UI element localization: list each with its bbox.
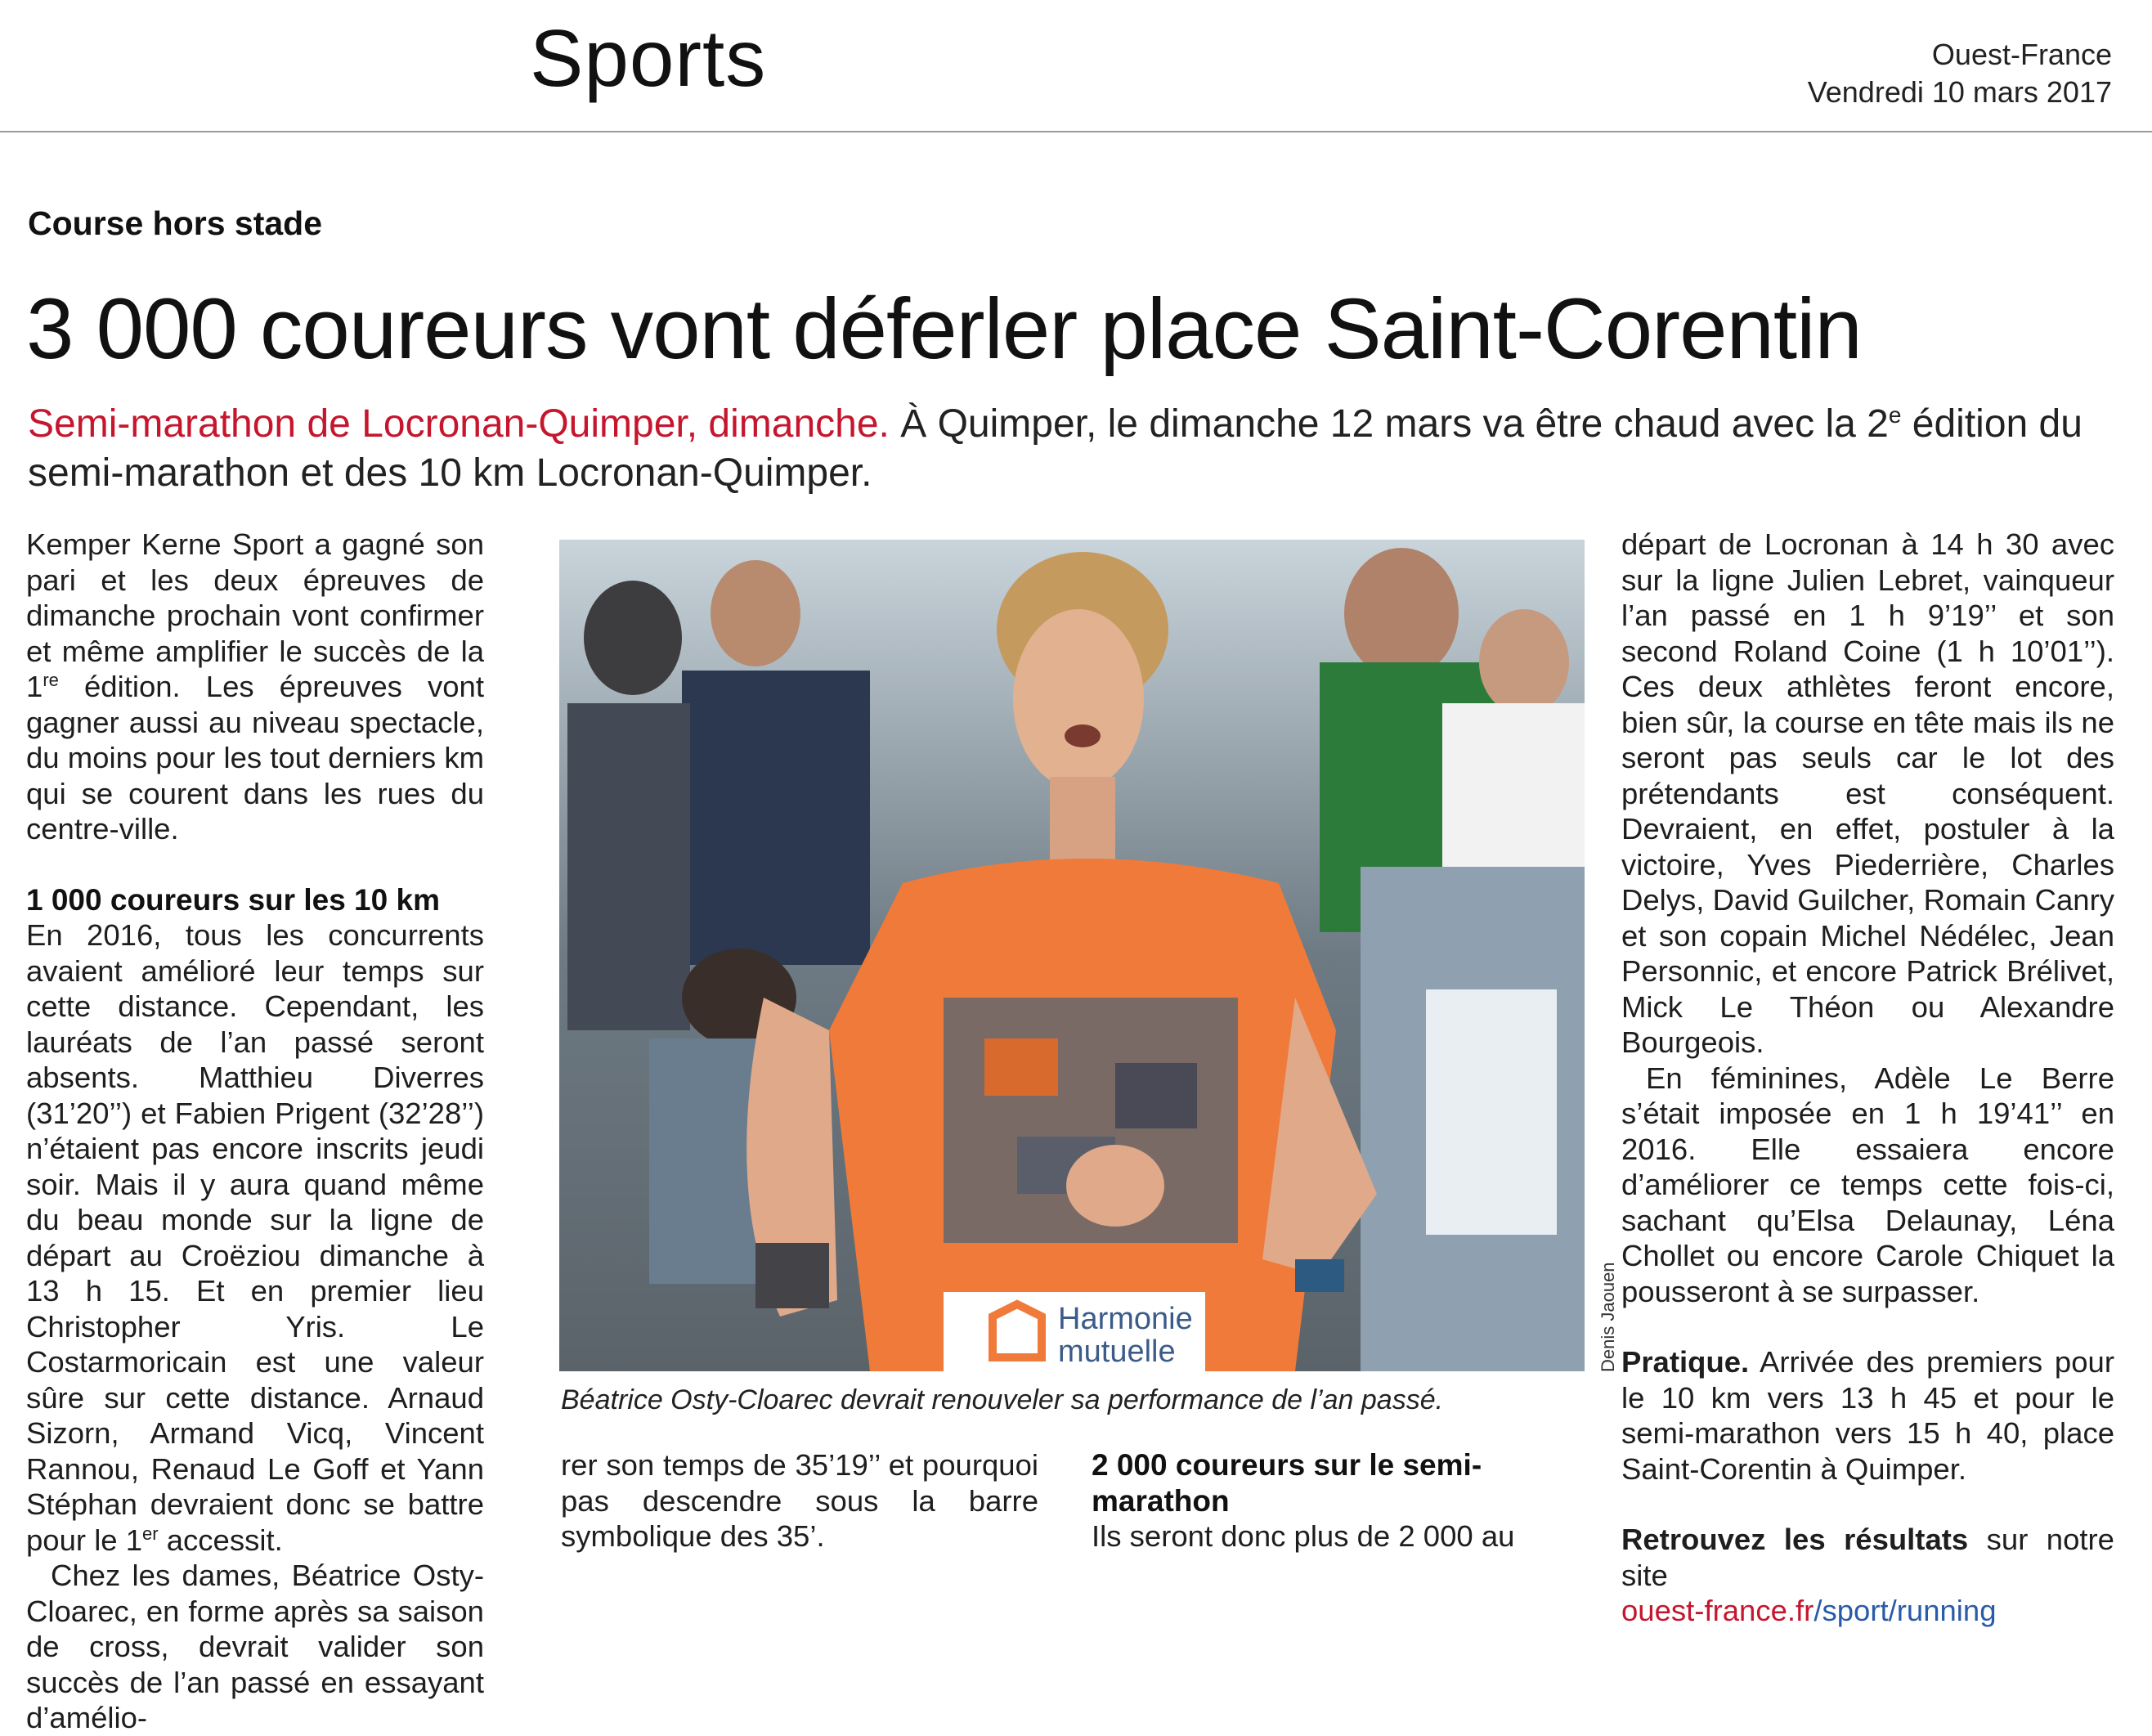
standfirst-text-a: À Quimper, le dimanche 12 mars va être chaud avec la 2	[889, 402, 1889, 446]
article-headline: 3 000 coureurs vont déferler place Saint-Corentin	[26, 281, 1862, 377]
photo-credit	[1591, 1262, 1624, 1374]
runner-illustration	[559, 540, 1585, 1371]
standfirst-lead: Semi-marathon de Locronan-Quimper, dimanche.	[28, 402, 890, 446]
photo-credit-text: Denis Jaouen	[1598, 1262, 1618, 1372]
article-column-2	[561, 1447, 1038, 1554]
article-column-4	[1621, 527, 2114, 1629]
standfirst-text-b: édition du semi-marathon et des 10 km Locronan-Quimper.	[28, 402, 2083, 495]
intro-paragraph	[26, 527, 484, 847]
photo-caption: Béatrice Osty-Cloarec devrait renouveler sa performance de l’an passé.	[561, 1384, 1444, 1415]
publication-date: Vendredi 10 mars 2017	[1807, 75, 2112, 109]
practical-label: Pratique.	[1621, 1345, 1750, 1379]
article-column-3	[1092, 1447, 1584, 1554]
race-photo	[559, 540, 1585, 1371]
article-kicker: Course hors stade	[28, 204, 322, 242]
header-divider	[0, 131, 2152, 132]
results-promo	[1621, 1522, 2114, 1593]
para1-text-a: En 2016, tous les concurrents avaient amélioré leur temps sur cette distance. Cependant, les lauréats de l’an passé seront absents. Matthieu Diverres (31’20’’) et Fabien Prigent (32’28’’) n’étaient pas encore inscrits jeudi soir. Mais il y aura quand même du beau monde sur la ligne de départ au Croëziou dimanche à 13 h 15. Et en premier lieu Christopher Yris. Le Costarmoricain est une valeur sûre sur cette distance. Arnaud Sizorn, Armand Vicq, Vincent Rannou, Renaud Le Goff et Yann Stéphan devraient donc se battre pour le 1	[26, 918, 484, 1557]
para1-sup: er	[142, 1523, 159, 1544]
practical-info	[1621, 1344, 2114, 1487]
link-path[interactable]: /sport/running	[1814, 1594, 1997, 1627]
intro-text-b: édition. Les épreuves vont gagner aussi au niveau spectacle, du moins pour les tout derniers km qui se courent dans les rues du centre-ville.	[26, 670, 484, 846]
link-domain[interactable]: ouest-france.fr	[1621, 1594, 1814, 1627]
spacer	[1621, 1487, 2114, 1522]
paragraph-10km	[26, 917, 484, 1558]
bib-sponsor-line1: Harmonie	[1058, 1302, 1193, 1336]
publication-name: Ouest-France	[1931, 38, 2112, 71]
spacer	[1621, 1309, 2114, 1344]
paragraph-semi-continued: départ de Locronan à 14 h 30 avec sur la ligne Julien Lebret, vainqueur l’an passé en 1 h 9’19’’ et son second Roland Coine (1 h 10’01’’). Ces deux athlètes feront encore, bien sûr, la course en tête mais ils ne seront pas seuls car le lot des prétendants est conséquent. Devraient, en effet, postuler à la victoire, Yves Piederrière, Charles Delys, David Guilcher, Romain Canry et son copain Michel Nédélec, Jean Personnic, et encore Patrick Brélivet, Mick Le Théon ou Alexandre Bourgeois.	[1621, 527, 2114, 1059]
paragraph-semi: Ils seront donc plus de 2 000 au	[1092, 1519, 1515, 1553]
spacer	[26, 847, 484, 882]
article-column-1	[26, 527, 484, 1736]
subheading-10km: 1 000 coureurs sur les 10 km	[26, 882, 440, 917]
intro-text-a: Kemper Kerne Sport a gagné son pari et les deux épreuves de dimanche prochain vont confirmer et même amplifier le succès de la 1	[26, 527, 484, 703]
results-label: Retrouvez les résultats	[1621, 1523, 1969, 1556]
section-rubric: Sports	[530, 13, 767, 103]
results-text: sur notre site	[1621, 1523, 2114, 1592]
masthead	[1808, 36, 2112, 111]
subheading-semi: 2 000 coureurs sur le semi-marathon	[1092, 1448, 1482, 1518]
practical-text: Arrivée des premiers pour le 10 km vers 13 h 45 et pour le semi-marathon vers 15 h 40, place Saint-Corentin à Quimper.	[1621, 1345, 2114, 1486]
para1-text-b: accessit.	[158, 1523, 283, 1557]
paragraph-dames: Chez les dames, Béatrice Osty-Cloarec, en forme après sa saison de cross, devrait valider son succès de l’an passé en essayant d’amélio-	[26, 1559, 484, 1734]
intro-sup: re	[43, 669, 59, 690]
paragraph-feminines: En féminines, Adèle Le Berre s’était imposée en 1 h 19’41’’ en 2016. Elle essaiera encore d’améliorer ce temps cette fois-ci, sachant qu’Elsa Delaunay, Léna Chollet ou encore Carole Chiquet la pousseront à se surpasser.	[1621, 1061, 2114, 1308]
paragraph-dames-continued: rer son temps de 35’19’’ et pourquoi pas descendre sous la barre symbolique des 35’.	[561, 1448, 1038, 1553]
standfirst-sup: e	[1888, 402, 1902, 428]
bib-sponsor-line2: mutuelle	[1058, 1335, 1176, 1369]
article-standfirst	[28, 391, 2121, 498]
